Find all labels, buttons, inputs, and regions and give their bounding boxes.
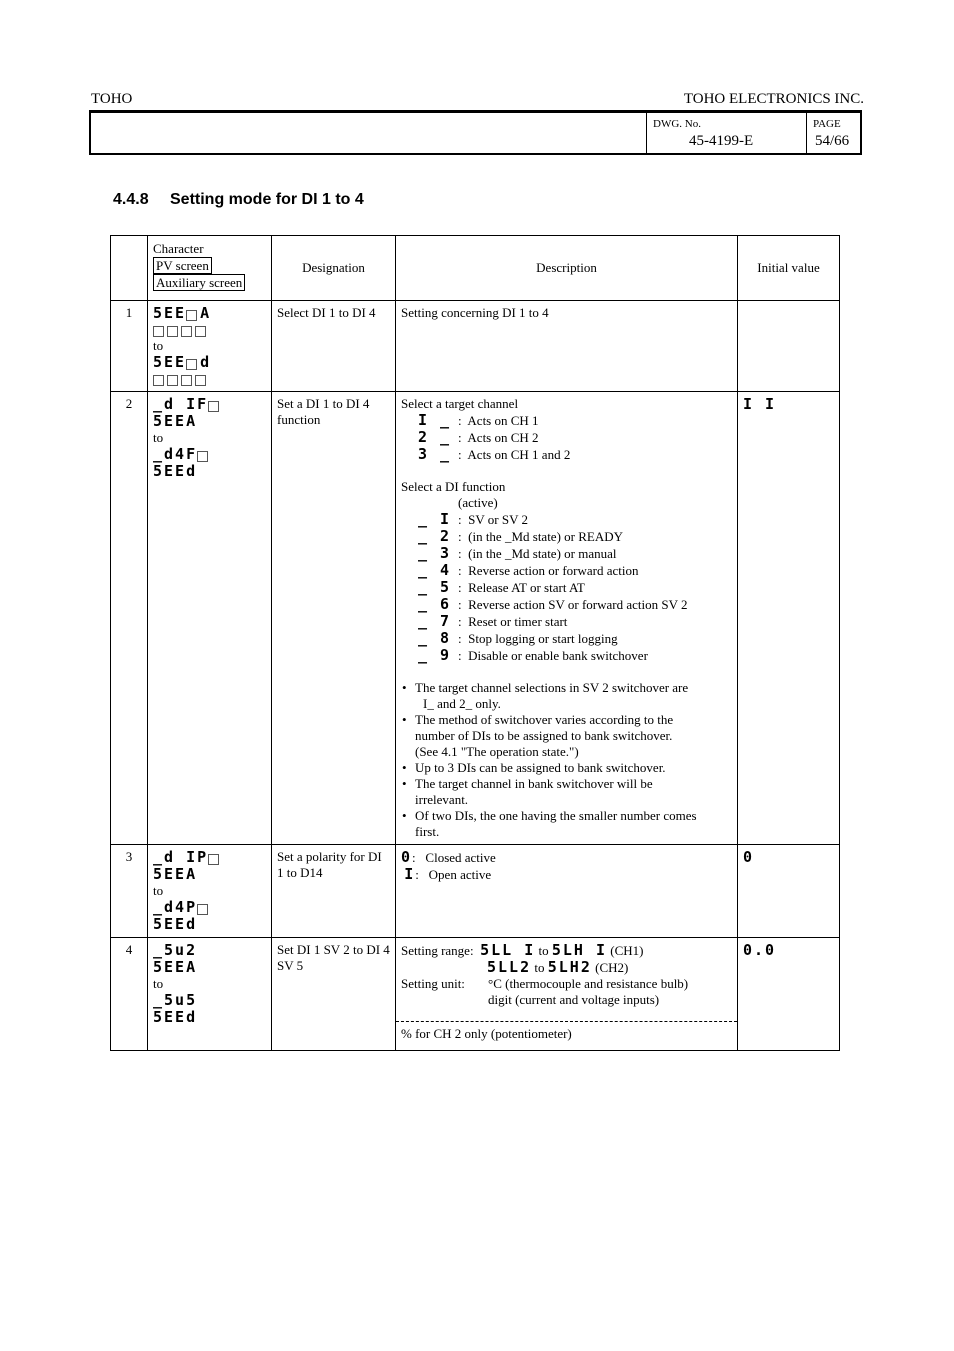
- header-aux-screen: Auxiliary screen: [153, 274, 245, 291]
- list-item: [415, 760, 732, 776]
- row-initial: [738, 392, 840, 845]
- blank-digit: [208, 401, 219, 412]
- list-item: [415, 712, 732, 760]
- channel-code: 2 _: [418, 428, 452, 446]
- header-pv-screen: PV screen: [153, 257, 212, 274]
- range-label: Setting range:: [401, 943, 474, 958]
- to-label: to: [153, 976, 164, 991]
- note-text: irrelevant.: [415, 792, 469, 807]
- table-row: [111, 938, 840, 1051]
- function-text: Disable or enable bank switchover: [468, 648, 648, 663]
- row-description: Setting concerning DI 1 to 4: [396, 301, 738, 392]
- function-code: _ 5: [418, 578, 452, 596]
- row-character: [148, 392, 272, 845]
- function-text: Reverse action SV or forward action SV 2: [468, 597, 688, 612]
- polarity-text: Open active: [428, 867, 492, 882]
- row-number: 2: [111, 392, 148, 845]
- seg-display: _d IP: [153, 848, 209, 866]
- seg-display: 5EEd: [153, 1008, 198, 1026]
- note-text: • The target channel selections in SV 2 switchover are: [415, 680, 689, 695]
- dwg-value: 45-4199-E: [689, 133, 754, 149]
- to-label: to: [153, 338, 164, 353]
- section-heading: [113, 191, 364, 209]
- function-code: _ 2: [418, 527, 452, 545]
- page-cell: [806, 113, 860, 153]
- row-character: [148, 301, 272, 392]
- seg-display: d: [200, 353, 212, 371]
- row-designation: Set DI 1 SV 2 to DI 4 SV 5: [272, 938, 396, 1051]
- initial-value: 0.0: [743, 941, 777, 959]
- channel-code: 3 _: [418, 445, 452, 463]
- channel-text: Acts on CH 1: [467, 413, 539, 428]
- blank-digit: [208, 854, 219, 865]
- seg-display: A: [200, 304, 212, 322]
- seg-display: _d4P: [153, 898, 198, 916]
- function-code: _ 8: [418, 629, 452, 647]
- function-text: Reverse action or forward action: [468, 563, 639, 578]
- function-code: _ 6: [418, 595, 452, 613]
- initial-value: I I: [743, 395, 777, 413]
- list-item: [415, 776, 732, 808]
- table-row: [111, 301, 840, 392]
- header-no: [111, 236, 148, 301]
- blank-digit: [153, 375, 164, 386]
- note-text: • The method of switchover varies according to the: [415, 712, 674, 727]
- unit-text: °C (thermocouple and resistance bulb): [488, 976, 689, 991]
- table-row: [111, 845, 840, 938]
- seg-display: 5EEA: [153, 865, 198, 883]
- blank-digit: [153, 326, 164, 337]
- settings-table: [110, 235, 840, 1051]
- notes-list: [401, 680, 732, 840]
- function-text: (in the _Md state) or manual: [468, 546, 617, 561]
- row-designation: Select DI 1 to DI 4: [272, 301, 396, 392]
- header-description: Description: [396, 236, 738, 301]
- list-item: [415, 808, 732, 840]
- channel-code: I _: [418, 411, 452, 429]
- blank-digit: [167, 375, 178, 386]
- table-header-row: [111, 236, 840, 301]
- function-text: SV or SV 2: [468, 512, 528, 527]
- row-initial: [738, 301, 840, 392]
- function-text: Release AT or start AT: [468, 580, 585, 595]
- range-channel: (CH1): [610, 943, 644, 958]
- row-number: 3: [111, 845, 148, 938]
- function-code: _ 9: [418, 646, 452, 664]
- unit-label: Setting unit:: [401, 976, 465, 991]
- seg-display: _d4F: [153, 445, 198, 463]
- range-from: 5LL I: [480, 941, 536, 959]
- note-text: • Of two DIs, the one having the smaller number comes: [415, 808, 697, 823]
- blank-digit: [186, 310, 197, 321]
- blank-digit: [195, 375, 206, 386]
- row-initial: [738, 845, 840, 938]
- range-to: 5LH I: [551, 941, 608, 959]
- note-text: first.: [415, 824, 440, 839]
- blank-digit: [197, 904, 208, 915]
- seg-display: 5EEA: [153, 958, 198, 976]
- dashed-separator: [396, 1021, 737, 1042]
- function-code: _ 3: [418, 544, 452, 562]
- row-character: [148, 845, 272, 938]
- page-value: 54/66: [815, 133, 850, 149]
- page-label: PAGE: [813, 118, 841, 130]
- channel-text: Acts on CH 1 and 2: [467, 447, 571, 462]
- to-label: to: [153, 883, 164, 898]
- header-designation: Designation: [272, 236, 396, 301]
- seg-display: 5EEd: [153, 915, 198, 933]
- note-text: • The target channel in bank switchover will be: [415, 776, 653, 791]
- row-initial: [738, 938, 840, 1051]
- seg-display: 5EE: [153, 304, 187, 322]
- list-item: [415, 680, 732, 712]
- to-label: to: [153, 430, 164, 445]
- function-text: Reset or timer start: [468, 614, 568, 629]
- note-text: number of DIs to be assigned to bank switchover.: [415, 728, 673, 743]
- blank-digit: [186, 359, 197, 370]
- seg-display: 5EEA: [153, 412, 198, 430]
- header-company-full: TOHO ELECTRONICS INC.: [683, 91, 864, 107]
- seg-display: _5u5: [153, 991, 198, 1009]
- title-block: [89, 110, 862, 155]
- polarity-code: I: [404, 865, 416, 883]
- row-number: 1: [111, 301, 148, 392]
- polarity-text: Closed active: [425, 850, 496, 865]
- header-character-label: Character: [153, 241, 204, 256]
- row-description: 0: Closed active I: Open active: [396, 845, 738, 938]
- desc-select-function: Select a DI function: [401, 479, 506, 494]
- blank-digit: [195, 326, 206, 337]
- seg-display: _d IF: [153, 395, 209, 413]
- row-designation: Set a polarity for DI 1 to D14: [272, 845, 396, 938]
- dwg-cell: [646, 113, 806, 153]
- dwg-label: DWG. No.: [653, 118, 701, 130]
- row-description: Select a target channel I _ : Acts on CH 1 2 _ : Acts on CH 2 3 _ : Acts on CH 1 and 2 Select a DI function (active) _ I : SV or SV 2 _ 2 : (in the _Md state) or READY _ 3 : (in the _Md state) or manual _ 4 : Reverse action or forward action _ 5 : Release AT or start AT _ 6 : Reverse action SV or forward action SV 2 _ 7 : Reset or timer start _ 8 : Stop logging or start logging _ 9 : Disable or enable bank switchover • The target channel selections in SV 2 switchover are I_ and 2_ only. • The method of switchover varies according to the number of DIs to be assigned to bank switchover. (See 4.1 "The operation state.") • Up to 3 DIs can be assigned to bank switchover. • The target channel in bank switchover will be irrelevant. • Of two DIs, the one having the smaller number comes first.: [396, 392, 738, 845]
- polarity-code: 0: [401, 848, 413, 866]
- range-from: 5LL2: [487, 958, 532, 976]
- note-text: • Up to 3 DIs can be assigned to bank switchover.: [415, 760, 666, 775]
- note-text: (See 4.1 "The operation state."): [415, 744, 579, 759]
- function-code: _ 4: [418, 561, 452, 579]
- seg-display: _5u2: [153, 941, 198, 959]
- row-description: [396, 938, 738, 1051]
- seg-display: 5EE: [153, 353, 187, 371]
- unit-text: digit (current and voltage inputs): [488, 992, 660, 1007]
- channel-text: Acts on CH 2: [467, 430, 539, 445]
- header-company-short: TOHO: [91, 91, 133, 107]
- range-to-word: to: [534, 960, 545, 975]
- pct-note: % for CH 2 only (potentiometer): [401, 1026, 572, 1041]
- function-code: _ 7: [418, 612, 452, 630]
- row-character: [148, 938, 272, 1051]
- initial-value: 0: [743, 848, 755, 866]
- section-title: Setting mode for DI 1 to 4: [170, 191, 364, 208]
- row-designation: Set a DI 1 to DI 4 function: [272, 392, 396, 845]
- header-initial: Initial value: [738, 236, 840, 301]
- blank-digit: [181, 326, 192, 337]
- blank-digit: [167, 326, 178, 337]
- blank-digit: [181, 375, 192, 386]
- desc-active: (active): [458, 495, 498, 510]
- row-number: 4: [111, 938, 148, 1051]
- table-row: [111, 392, 840, 845]
- function-text: Stop logging or start logging: [468, 631, 618, 646]
- blank-digit: [197, 451, 208, 462]
- desc-select-channel: Select a target channel: [401, 396, 519, 411]
- header-character: [148, 236, 272, 301]
- range-to-word: to: [538, 943, 549, 958]
- range-to: 5LH2: [547, 958, 592, 976]
- section-number: 4.4.8: [113, 191, 149, 208]
- function-code: _ I: [418, 510, 452, 528]
- range-channel: (CH2): [595, 960, 629, 975]
- function-text: (in the _Md state) or READY: [468, 529, 624, 544]
- seg-display: 5EEd: [153, 462, 198, 480]
- note-text: I_ and 2_ only.: [423, 696, 501, 711]
